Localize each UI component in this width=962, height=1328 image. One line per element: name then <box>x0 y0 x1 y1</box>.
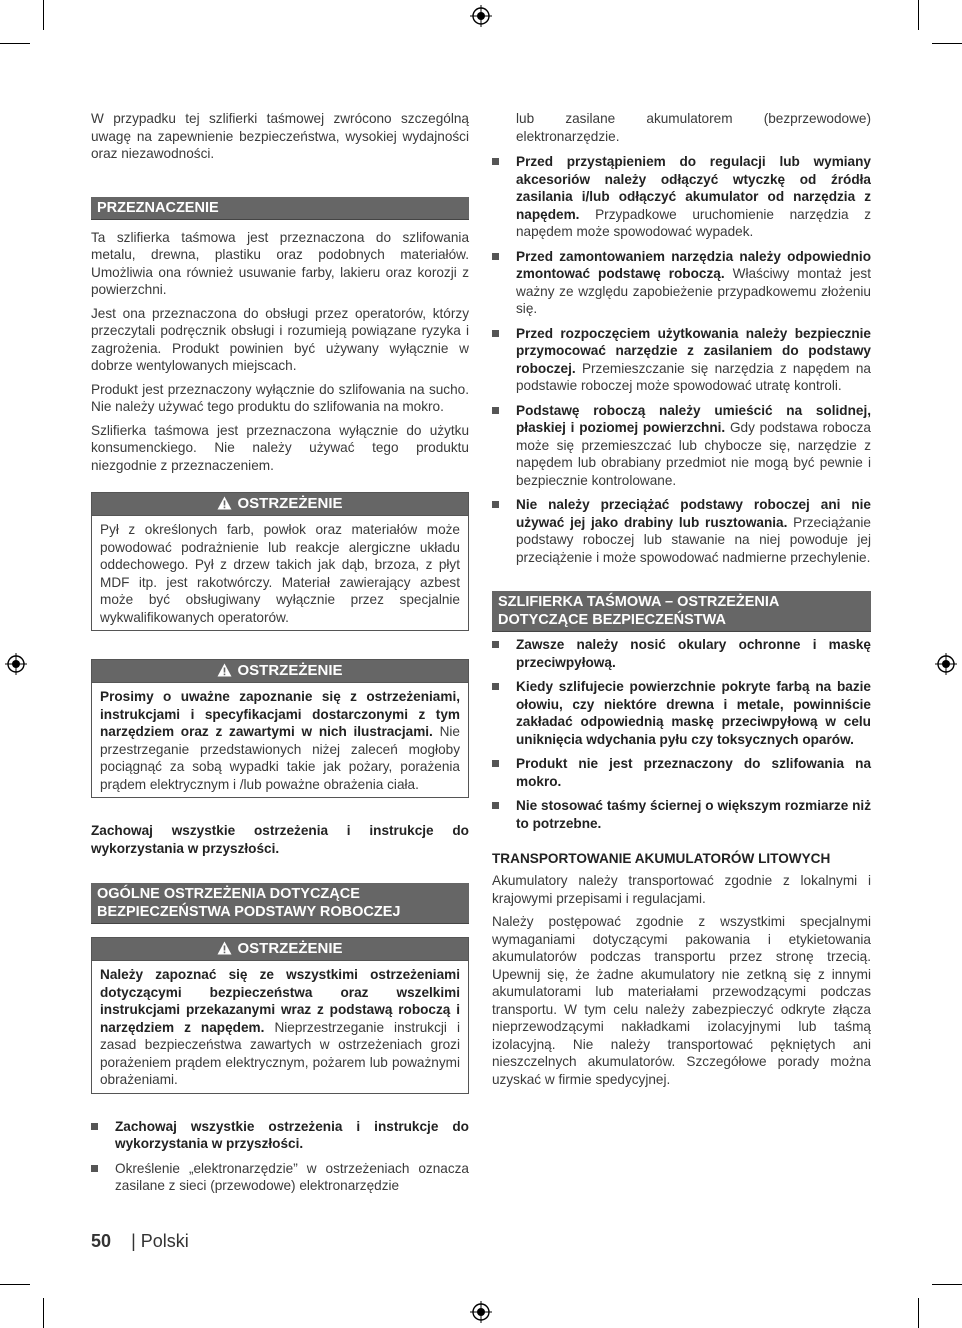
list-item: Zachowaj wszystkie ostrzeżenia i instrukcje do wykorzystania w przyszłości. <box>91 1118 469 1153</box>
ogolne-heading: OGÓLNE OSTRZEŻENIA DOTYCZĄCE BEZPIECZEŃSTWA PODSTAWY ROBOCZEJ <box>91 883 469 924</box>
warning-bold-text: Należy zapoznać się ze wszystkimi ostrzeżeniami dotyczącymi bezpieczeństwa oraz wszelkimi instrukcjami przekazanymi wraz z podstawą roboczą i narzędziem z napędem. <box>100 967 460 1035</box>
list-item: Nie stosować taśmy ściernej o większym rozmiarze niż to potrzebne. <box>492 797 871 832</box>
left-bullet-list <box>91 1118 469 1195</box>
crop-mark <box>932 1284 962 1285</box>
warning-title: OSTRZEŻENIE <box>237 940 343 957</box>
right-bullet-list <box>492 153 871 566</box>
list-item: Nie należy przeciążać podstawy roboczej ani nie używać jej jako drabiny lub rusztowania. Przeciążanie podstawy roboczej lub stawanie na niej powoduje jej przeciążenie i może spowodować nadmierne przechylenie. <box>492 496 871 566</box>
right-column <box>492 110 871 1094</box>
warning-normal-text: Nie przestrzeganie przedstawionych niżej zaleceń mogłoby pociągnąć za sobą wypadki takie jak pożary, porażenia prądem elektrycznym i /lub poważne obrażenia ciała. <box>100 724 460 792</box>
list-item: Przed zamontowaniem narzędzia należy odpowiednio zmontować podstawę roboczą. Właściwy montaż jest ważny ze względu zapobieżenie przypadkowemu złożeniu się. <box>492 248 871 318</box>
warning-header <box>92 493 468 516</box>
przeznaczenie-paragraph: Szlifierka taśmowa jest przeznaczona wyłącznie do użytku konsumenckiego. Nie należy używać tego produktu niezgodnie z przeznaczeniem. <box>91 422 469 473</box>
transport-heading: TRANSPORTOWANIE AKUMULATORÓW LITOWYCH <box>492 851 831 866</box>
warning-text <box>100 966 460 1089</box>
crop-mark <box>0 43 30 44</box>
intro-paragraph: W przypadku tej szlifierki taśmowej zwrócono szczególną uwagę na zapewnienie bezpieczeństwa, wysokiej wydajności oraz niezawodności. <box>91 111 469 161</box>
warning-triangle-icon <box>217 941 232 955</box>
warning-header <box>92 660 468 683</box>
szlifierka-heading: SZLIFIERKA TAŚMOWA – OSTRZEŻENIA DOTYCZĄCE BEZPIECZEŃSTWA <box>492 591 871 632</box>
przeznaczenie-paragraph: Ta szlifierka taśmowa jest przeznaczona do szlifowania metalu, drewna, plastiku oraz podobnych materiałów. Umożliwia ona również usuwanie farby, lakieru oraz korozji z powierzchni. <box>91 229 469 297</box>
list-item: Produkt nie jest przeznaczony do szlifowania na mokro. <box>492 755 871 790</box>
transport-paragraph: Należy postępować zgodnie z wszystkimi specjalnymi wymaganiami dotyczącymi pakowania i etykietowania akumulatorów podczas transportu przez stronę trzecią. Upewnij się, że żadne akumulatory nie zetkną się z innymi akumulatorami lub materiałami przewodzącymi podczas transportu. W tym celu należy zabezpieczyć odkryte złącza nieprzewodzącymi nakładkami izolacyjnymi lub taśmą izolacyjną. Nie należy transportować pękniętych ani nieszczelnych akumulatorów. Szczegółowe porady można uzyskać w firmie spedycyjnej. <box>492 914 871 1087</box>
crop-mark <box>918 0 919 30</box>
footer-language: | Polski <box>131 1231 189 1251</box>
przeznaczenie-paragraph: Produkt jest przeznaczony wyłącznie do szlifowania na sucho. Nie należy używać tego produktu do szlifowania na mokro. <box>91 381 469 414</box>
crop-mark <box>43 0 44 30</box>
warning-triangle-icon <box>217 663 232 677</box>
crop-mark <box>932 43 962 44</box>
continued-text: lub zasilane akumulatorem (bezprzewodowe) elektronarzędzie. <box>516 111 871 144</box>
crop-mark <box>43 1298 44 1328</box>
left-column <box>91 110 469 1202</box>
transport-paragraph: Akumulatory należy transportować zgodnie z lokalnymi i krajowymi przepisami i regulacjami. <box>492 873 871 906</box>
warning-box-instructions <box>91 659 469 798</box>
warning-triangle-icon <box>217 496 232 510</box>
list-item: Przed rozpoczęciem użytkowania należy bezpiecznie przymocować narzędzie z zasilaniem do podstawy roboczej. Przemieszczanie się narzędzia z napędem na podstawie roboczej może spowodować utratę kontroli. <box>492 325 871 395</box>
list-item: Kiedy szlifujecie powierzchnie pokryte farbą na bazie ołowiu, czy niektóre drewna i metale, powinniście zakładać odpowiednią maskę przeciwpyłową w celu uniknięcia wdychania pyłu czy toksycznych oparów. <box>492 678 871 748</box>
warning-header <box>92 938 468 961</box>
list-item: Zawsze należy nosić okulary ochronne i maskę przeciwpyłową. <box>492 636 871 671</box>
list-item: Określenie „elektronarzędzie” w ostrzeżeniach oznacza zasilane z sieci (przewodowe) elektronarzędzie <box>91 1160 469 1195</box>
registration-mark-icon <box>470 5 492 27</box>
crop-mark <box>918 1298 919 1328</box>
warning-bold-text: Prosimy o uważne zapoznanie się z ostrzeżeniami, instrukcjami i specyfikacjami dostarczonymi z tym narzędziem oraz z zawartymi w nich ilustracjami. <box>100 689 460 739</box>
przeznaczenie-paragraph: Jest ona przeznaczona do obsługi przez operatorów, którzy przeczytali podręcznik obsługi i rozumieją powiązane ryzyka i zagrożenia. Produkt powinien być używany wyłącznie w dobrze wentylowanych miejscach. <box>91 305 469 373</box>
page-number: 50 <box>91 1231 112 1251</box>
registration-mark-icon <box>470 1301 492 1323</box>
list-item: Przed przystąpieniem do regulacji lub wymiany akcesoriów należy odłączyć wtyczkę od źródła zasilania i/lub odłączyć akumulator od narzędzia z napędem. Przypadkowe uruchomienie narzędzia z napędem może spowodować wypadek. <box>492 153 871 241</box>
warning-box-workstand <box>91 937 469 1094</box>
warning-title: OSTRZEŻENIE <box>237 662 343 679</box>
warning-text <box>100 688 460 793</box>
keep-instructions: Zachowaj wszystkie ostrzeżenia i instrukcje do wykorzystania w przyszłości. <box>91 823 469 856</box>
crop-mark <box>0 1284 30 1285</box>
warning-box-dust <box>91 492 469 631</box>
list-item: Podstawę roboczą należy umieścić na solidnej, płaskiej i poziomej powierzchni. Gdy podstawa robocza może się przemieszczać lub chybocze się, narzędzie z napędem lub obrabiany przedmiot nie mogą być pewnie i bezpiecznie kontrolowane. <box>492 402 871 490</box>
warning-normal-text: Nieprzestrzeganie instrukcji i zasad bezpieczeństwa zawartych w ostrzeżeniach grozi porażeniem prądem elektrycznym, pożarem lub poważnymi obrażeniami. <box>100 1019 460 1087</box>
warning-text: Pył z określonych farb, powłok oraz materiałów może powodować podrażnienie lub reakcje alergiczne układu oddechowego. Pył z drzew takich jak dąb, brzoza, z płyt MDF itp. jest rakotwórczy. Materiał zawierający azbest może być obsługiwany wyłącznie przez specjalnie wykwalifikowanych operatorów. <box>100 522 460 625</box>
warning-title: OSTRZEŻENIE <box>237 495 343 512</box>
szlifierka-bullet-list <box>492 636 871 832</box>
page-footer <box>91 1231 189 1252</box>
registration-mark-icon <box>5 653 27 675</box>
registration-mark-icon <box>935 653 957 675</box>
przeznaczenie-heading: PRZEZNACZENIE <box>91 197 469 220</box>
